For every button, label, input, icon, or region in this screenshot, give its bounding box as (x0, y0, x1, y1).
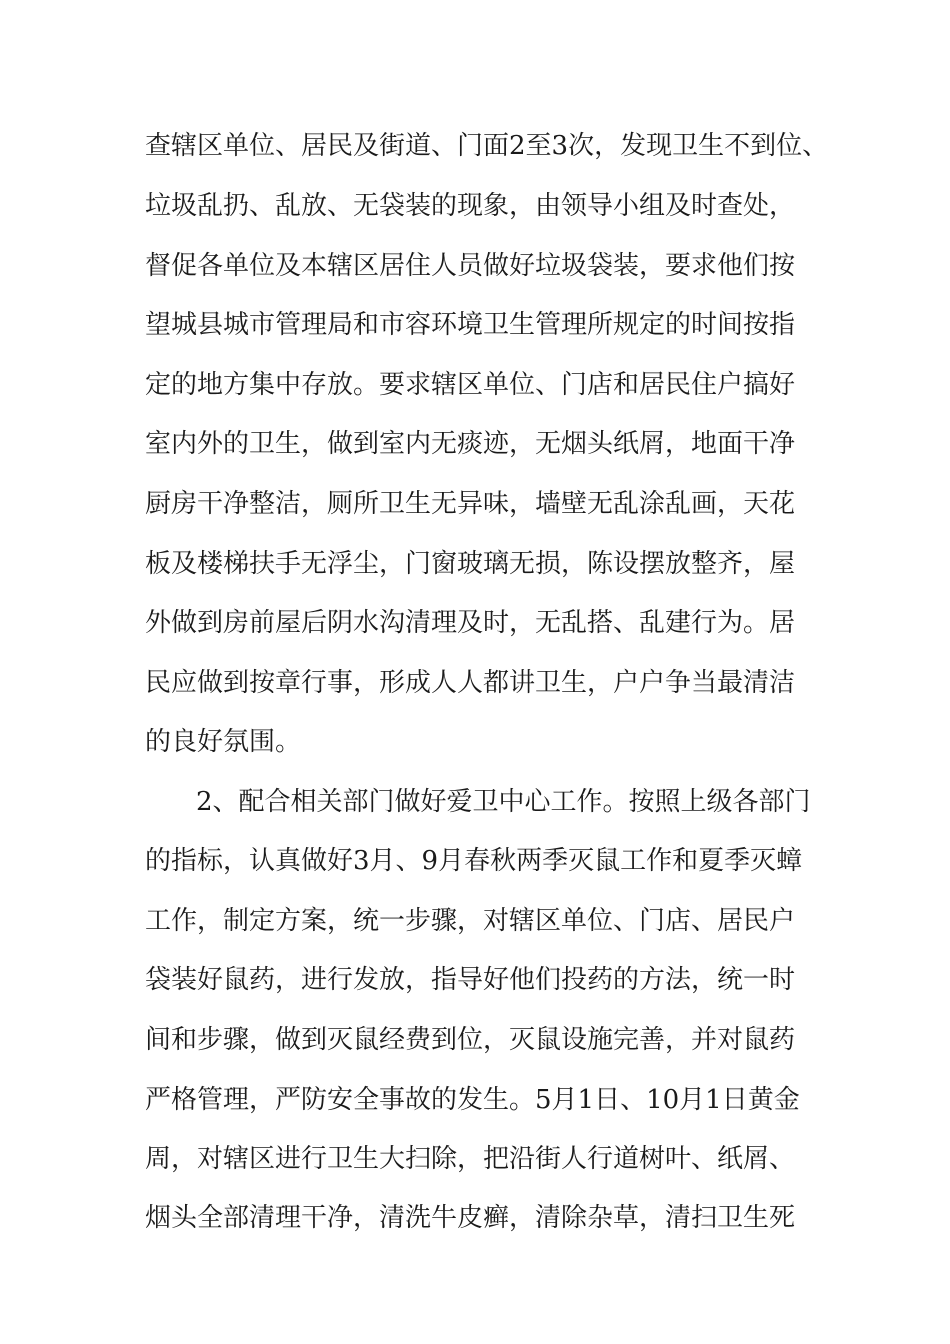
text-line: 的指标，认真做好3月、9月春秋两季灭鼠工作和夏季灭蟑 (145, 846, 803, 876)
text-line: 的良好氛围。 (145, 727, 302, 757)
text-line: 厨房干净整洁，厕所卫生无异味，墙壁无乱涂乱画，天花 (145, 489, 796, 519)
text-line: 民应做到按章行事，形成人人都讲卫生，户户争当最清洁 (145, 668, 796, 698)
text-line: 周，对辖区进行卫生大扫除，把沿街人行道树叶、纸屑、 (145, 1144, 796, 1174)
text-line: 袋装好鼠药，进行发放，指导好他们投药的方法，统一时 (145, 965, 796, 995)
text-line: 严格管理，严防安全事故的发生。5月1日、10月1日黄金 (145, 1085, 800, 1115)
text-line: 烟头全部清理干净，清洗牛皮癣，清除杂草，清扫卫生死 (145, 1203, 796, 1233)
text-line: 查辖区单位、居民及街道、门面2至3次，发现卫生不到位、 (145, 131, 829, 161)
text-line: 督促各单位及本辖区居住人员做好垃圾袋装，要求他们按 (145, 251, 796, 281)
text-line: 室内外的卫生，做到室内无痰迹，无烟头纸屑，地面干净 (145, 429, 796, 459)
text-line: 定的地方集中存放。要求辖区单位、门店和居民住户搞好 (145, 370, 796, 400)
text-line: 间和步骤，做到灭鼠经费到位，灭鼠设施完善，并对鼠药 (145, 1025, 796, 1055)
text-line: 工作，制定方案，统一步骤，对辖区单位、门店、居民户 (145, 906, 796, 936)
text-line: 望城县城市管理局和市容环境卫生管理所规定的时间按指 (145, 310, 796, 340)
paragraph-first-line: 2、配合相关部门做好爱卫中心工作。按照上级各部门 (196, 787, 811, 817)
text-line: 垃圾乱扔、乱放、无袋装的现象，由领导小组及时查处， (145, 191, 796, 221)
text-line: 板及楼梯扶手无浮尘，门窗玻璃无损，陈设摆放整齐，屋 (145, 549, 796, 579)
text-line: 外做到房前屋后阴水沟清理及时，无乱搭、乱建行为。居 (145, 608, 796, 638)
